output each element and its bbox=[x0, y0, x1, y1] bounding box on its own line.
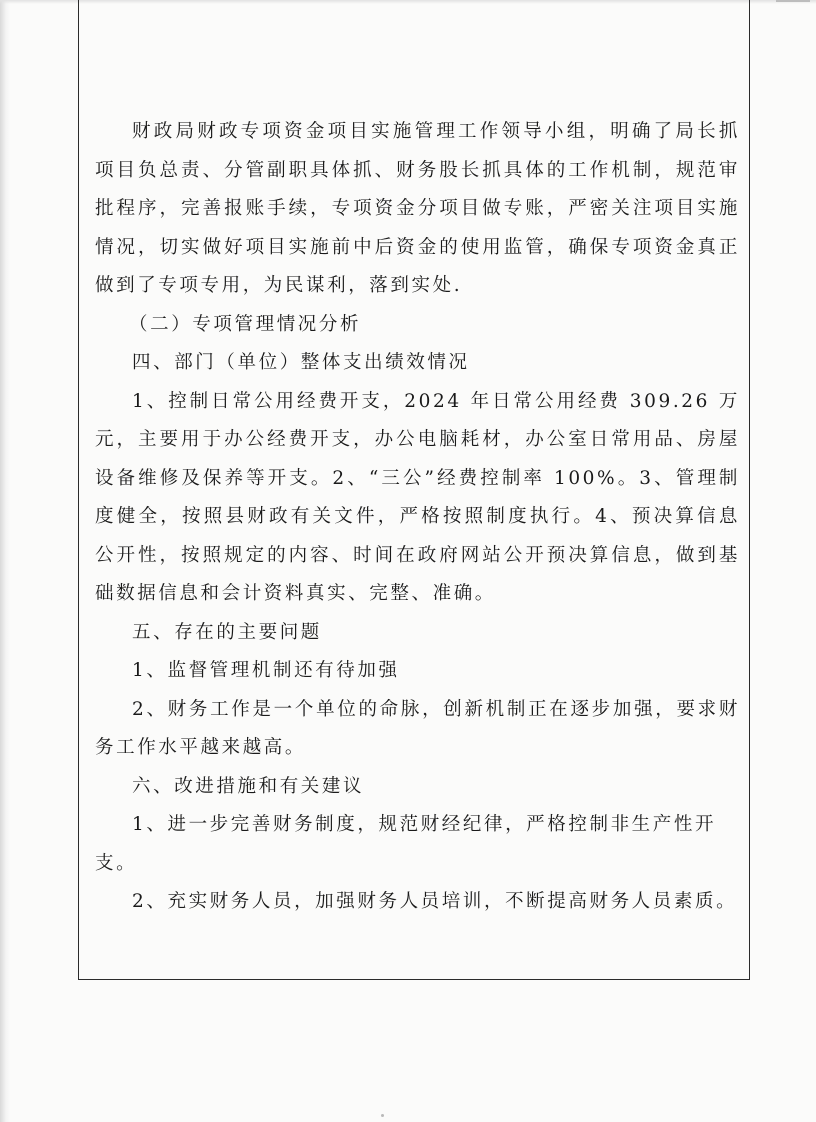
scan-speck bbox=[381, 1114, 384, 1117]
suggestion-item-1: 1、进一步完善财务制度，规范财经纪律，严格控制非生产性开支。 bbox=[95, 814, 717, 874]
scan-mark bbox=[776, 0, 810, 2]
suggestion-item-2: 2、充实财务人员，加强财务人员培训，不断提高财务人员素质。 bbox=[132, 891, 738, 912]
document-body bbox=[95, 113, 740, 922]
heading-section-six: 六、改进措施和有关建议 bbox=[132, 775, 365, 797]
scan-shadow-left bbox=[0, 0, 10, 1122]
heading-section-four: 四、部门（单位）整体支出绩效情况 bbox=[132, 352, 470, 373]
problem-item-2: 2、财务工作是一个单位的命脉，创新机制正在逐步加强，要求财务工作水平越来越高。 bbox=[95, 698, 740, 758]
paragraph-fund-management: 财政局财政专项资金项目实施管理工作领导小组，明确了局长抓项目负总责、分管副职具体抓、财务股长抓具体的工作机制，规范审批程序，完善报账手续，专项资金分项目做专账，严密关注项目实施情况，切实做好项目实施前中后资金的使用监管，确保专项资金真正做到了专项专用，为民谋利，落到实处. bbox=[95, 121, 740, 296]
subheading-special-management: （二）专项管理情况分析 bbox=[129, 313, 362, 335]
paragraph-expenditure-performance: 1、控制日常公用经费开支，2024 年日常公用经费 309.26 万元，主要用于办公经费开支，办公电脑耗材，办公室日常用品、房屋设备维修及保养等开支。2、“三公”经费控制率 100%。3、管理制度健全，按照县财政有关文件，严格按照制度执行。4、预决算信息公开性，按照规定的内容、时间在政府网站公开预决算信息，做到基础数据信息和会计资料真实、完整、准确。 bbox=[95, 390, 740, 604]
heading-section-five: 五、存在的主要问题 bbox=[132, 621, 322, 643]
problem-item-1: 1、监督管理机制还有待加强 bbox=[132, 660, 400, 681]
